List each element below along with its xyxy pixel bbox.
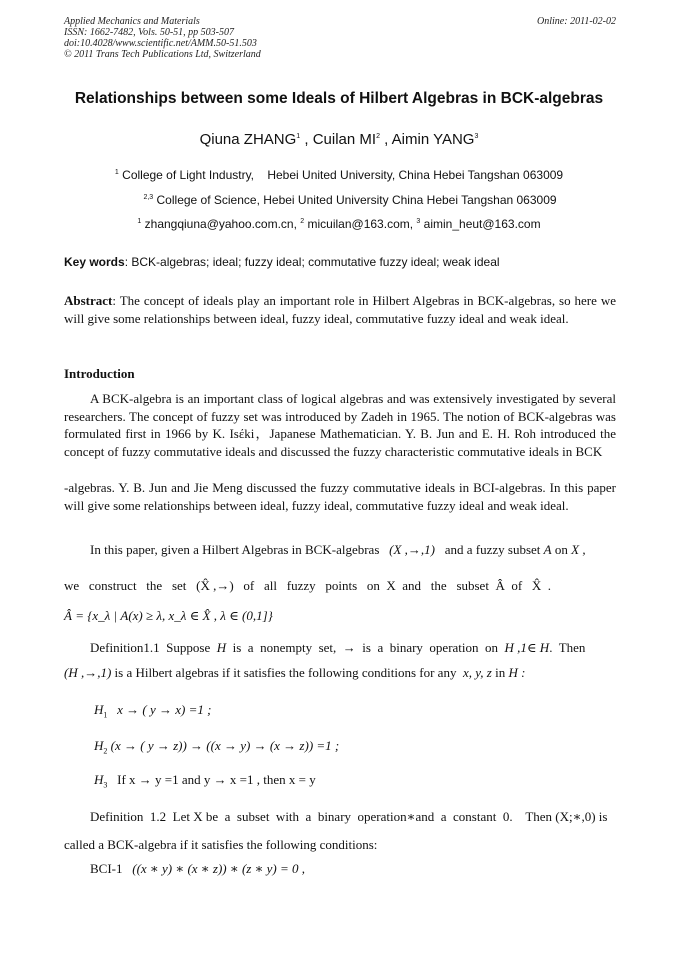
- author-sup: 3: [474, 133, 479, 140]
- affiliation-sup: 1: [114, 169, 119, 176]
- abstract: [64, 292, 616, 327]
- email-text: zhangqiuna@yahoo.com.cn,: [144, 217, 297, 231]
- text-run: and a fuzzy subset: [444, 542, 541, 557]
- axiom-h3: [64, 772, 616, 788]
- intro-paragraph-3: [64, 542, 616, 558]
- text-run: is a Hilbert algebras if it satisfies the following conditions for any: [114, 665, 457, 680]
- issn-line: ISSN: 1662-7482, Vols. 50-51, pp 503-507: [64, 27, 234, 38]
- online-date: Online: 2011-02-02: [537, 16, 616, 27]
- definition-1-2-line-2: called a BCK-algebra if it satisfies the following conditions:: [64, 837, 378, 852]
- math-expression: A: [543, 542, 552, 557]
- keywords-text: : BCK-algebras; ideal; fuzzy ideal; commutative fuzzy ideal; weak ideal: [124, 255, 500, 269]
- definition-1-1-line-2: [64, 665, 616, 681]
- text-run: In this paper, given a Hilbert Algebras in BCK-algebras: [90, 542, 380, 557]
- affiliation-text: College of Light Industry, Hebei United University, China Hebei Tangshan 063009: [122, 168, 564, 182]
- email-sup: 2: [300, 218, 305, 225]
- affiliation-text: College of Science, Hebei United University China Hebei Tangshan 063009: [156, 193, 557, 207]
- abstract-text: : The concept of ideals play an important role in Hilbert Algebras in BCK-algebras, so here we will give some relationships between ideal, fuzzy ideal, commutative fuzzy ideal and weak ideal.: [64, 293, 616, 326]
- keywords-label: Key words: [64, 255, 125, 269]
- journal-name: Applied Mechanics and Materials: [64, 16, 200, 27]
- affiliation-1: [0, 168, 678, 182]
- axiom-subscript: 3: [103, 780, 108, 790]
- affiliation-2: [0, 193, 678, 207]
- intro-paragraph-4: we construct the set (X̂ ,→) of all fuzzy points on X and the subset Â of X̂ .: [64, 578, 552, 593]
- axiom-h1: [64, 702, 616, 718]
- axiom-label: BCI-1: [90, 861, 123, 876]
- email-text: aimin_heut@163.com: [423, 217, 541, 231]
- definition-1-2-line-1: Definition 1.2 Let X be a subset with a binary operation∗and a constant 0. Then (X;∗,0) is: [90, 809, 608, 824]
- axiom-subscript: 1: [103, 710, 108, 720]
- doi-line: doi:10.4028/www.scientific.net/AMM.50-51.503: [64, 38, 257, 49]
- keywords: [64, 255, 616, 269]
- section-heading-introduction: Introduction: [64, 366, 135, 381]
- text-run: . Then: [549, 640, 586, 655]
- text-run: is a nonempty set,: [232, 640, 337, 655]
- axiom-formula: x → ( y → x) =1 ;: [117, 702, 212, 717]
- math-expression: H :: [508, 665, 526, 680]
- copyright-line: © 2011 Trans Tech Publications Ltd, Switzerland: [64, 49, 261, 60]
- math-expression: x, y, z: [462, 665, 492, 680]
- axiom-label: H: [94, 772, 104, 787]
- author-name: Cuilan MI: [312, 131, 377, 148]
- author-sup: 1: [296, 133, 301, 140]
- author-sup: 2: [376, 133, 380, 140]
- email-sup: 1: [137, 218, 142, 225]
- email-sup: 3: [416, 218, 421, 225]
- paper-title: Relationships between some Ideals of Hilbert Algebras in BCK-algebras: [74, 90, 604, 107]
- axiom-label: H: [94, 738, 104, 753]
- intro-paragraph-2: -algebras. Y. B. Jun and Jie Meng discussed the fuzzy commutative ideals in BCI-algebras. In this paper will give some relationships between ideal, fuzzy ideal, commutative fuzzy ideal and weak ideal.: [64, 480, 616, 513]
- math-expression: (H ,→,1): [64, 665, 112, 680]
- intro-paragraph-1: A BCK-algebra is an important class of logical algebras and was extensively investigated by several researchers. The concept of fuzzy set was introduced by Zadeh in 1965. The notion of BCK-algebras was formulated first in 1966 by K. Isέki，Japanese Mathematician. Y. B. Jun and E. H. Roh introduced the concept of fuzzy commutative ideals and discussed the fuzzy characteristic commutative ideals in BCK: [64, 391, 616, 459]
- math-expression: (X ,→,1): [389, 542, 435, 557]
- email-text: micuilan@163.com,: [307, 217, 414, 231]
- axiom-h2: [64, 738, 616, 754]
- email-line: [0, 217, 678, 231]
- text-run: is a binary operation on: [362, 640, 499, 655]
- author-list: Qiuna ZHANG$^1$ , Cuilan $MI^2$ , Aimin YANG$^3$: [199, 131, 479, 148]
- math-expression: X ,: [571, 542, 586, 557]
- author-name: Aimin YANG: [391, 131, 475, 148]
- math-expression: H: [216, 640, 227, 655]
- axiom-bci-1: [64, 861, 616, 877]
- math-expression: H ,1∈ H: [504, 640, 550, 655]
- author-name: Qiuna ZHANG: [199, 131, 297, 148]
- axiom-label: H: [94, 702, 104, 717]
- axiom-formula: (x → ( y → z)) → ((x → y) → (x → z)) =1 ;: [110, 738, 340, 753]
- axiom-formula: ((x ∗ y) ∗ (x ∗ z)) ∗ (z ∗ y) = 0 ,: [132, 861, 306, 876]
- text-run: Definition1.1 Suppose: [90, 640, 211, 655]
- abstract-label: Abstract: [64, 293, 113, 308]
- axiom-subscript: 2: [103, 746, 108, 756]
- set-definition-formula: Â = {x_λ | A(x) ≥ λ, x_λ ∈ X̂ , λ ∈ (0,1]}: [64, 608, 273, 623]
- math-expression: →: [342, 640, 356, 655]
- text-run: in: [495, 665, 506, 680]
- affiliation-sup: 2,3: [143, 194, 154, 201]
- axiom-formula: If x → y =1 and y → x =1 , then x = y: [117, 772, 316, 787]
- text-run: on: [554, 542, 568, 557]
- journal-header: [64, 16, 616, 60]
- definition-1-1-line-1: [64, 640, 616, 656]
